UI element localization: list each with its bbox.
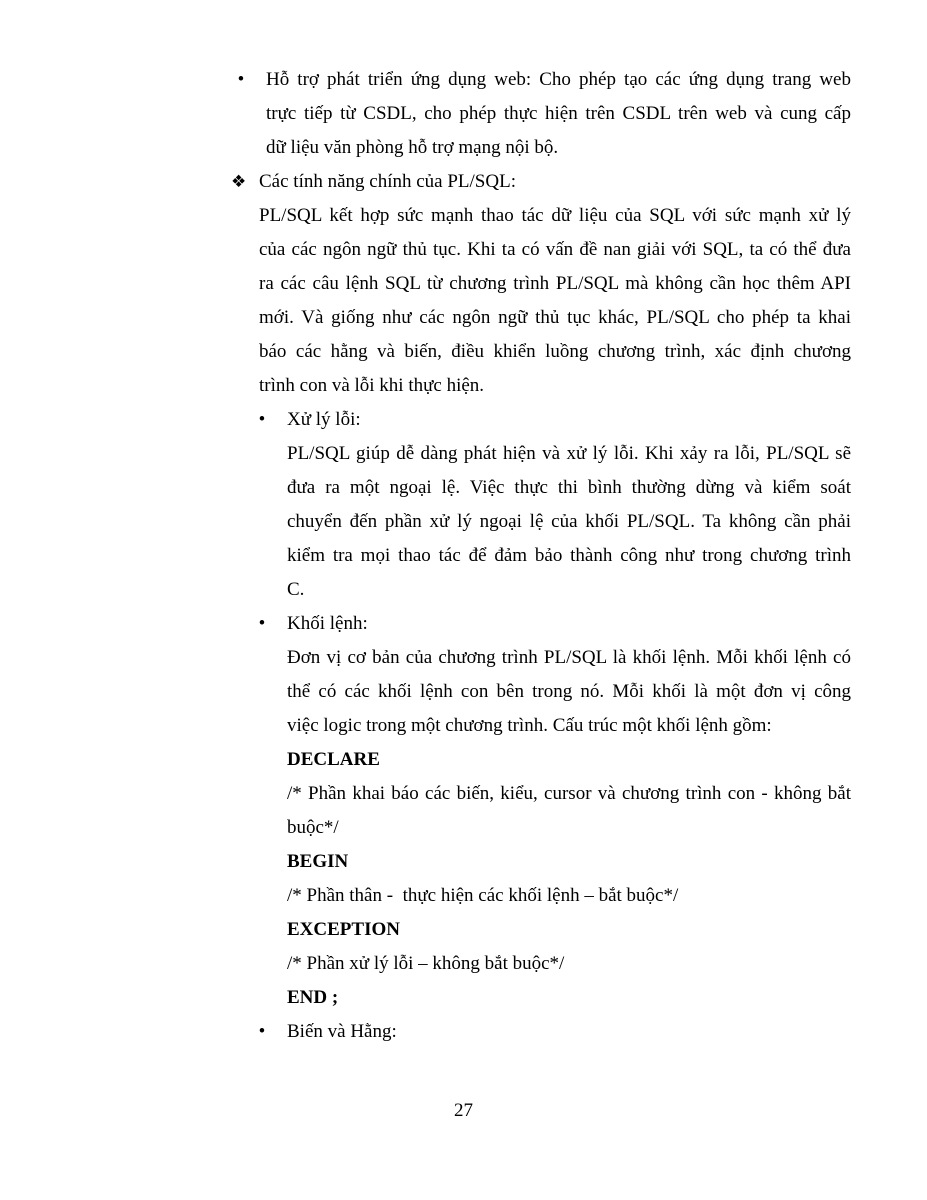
bullet-marker: • (258, 1021, 266, 1042)
intro-line-1: PL/SQL kết hợp sức mạnh thao tác dữ liệu của SQL với sức mạnh xử lý (259, 205, 851, 226)
error-line-5: C. (287, 579, 305, 600)
bullet1-line-2: trực tiếp từ CSDL, cho phép thực hiện trên CSDL trên web và cung cấp (266, 103, 851, 124)
error-line-3: chuyển đến phần xử lý ngoại lệ của khối PL/SQL. Ta không cần phải (287, 511, 851, 532)
intro-line-4: mới. Và giống như các ngôn ngữ thủ tục khác, PL/SQL cho phép ta khai (259, 307, 851, 328)
variables-title: Biến và Hằng: (287, 1021, 397, 1042)
error-line-1: PL/SQL giúp dễ dàng phát hiện và xử lý lỗi. Khi xảy ra lỗi, PL/SQL sẽ (287, 443, 851, 464)
section-heading: Các tính năng chính của PL/SQL: (259, 171, 516, 192)
declare-keyword: DECLARE (287, 749, 380, 770)
blocks-title: Khối lệnh: (287, 613, 368, 634)
intro-line-6: trình con và lỗi khi thực hiện. (259, 375, 485, 396)
intro-line-3: ra các câu lệnh SQL từ chương trình PL/SQL mà không cần học thêm API (259, 273, 851, 294)
intro-line-2: của các ngôn ngữ thủ tục. Khi ta có vấn đề nan giải với SQL, ta có thể đưa (259, 239, 851, 260)
page-number: 27 (454, 1100, 473, 1121)
error-line-2: đưa ra một ngoại lệ. Việc thực thi bình thường dừng và kiểm soát (287, 477, 851, 498)
intro-line-5: báo các hằng và biến, điều khiển luồng chương trình, xác định chương (259, 341, 851, 362)
begin-comment: /* Phần thân - thực hiện các khối lệnh – bắt buộc*/ (287, 885, 679, 906)
declare-comment-line-2: buộc*/ (287, 817, 339, 838)
bullet-marker: • (258, 409, 266, 430)
diamond-bullet-icon: ❖ (231, 172, 247, 192)
begin-keyword: BEGIN (287, 851, 349, 872)
blocks-line-2: thể có các khối lệnh con bên trong nó. Mỗi khối là một đơn vị công (287, 681, 851, 702)
bullet-marker: • (237, 69, 245, 90)
error-line-4: kiểm tra mọi thao tác để đảm bảo thành công như trong chương trình (287, 545, 851, 566)
exception-comment: /* Phần xử lý lỗi – không bắt buộc*/ (287, 953, 565, 974)
error-handling-title: Xử lý lỗi: (287, 409, 361, 430)
end-keyword: END ; (287, 987, 339, 1008)
bullet-marker: • (258, 613, 266, 634)
blocks-line-3: việc logic trong một chương trình. Cấu trúc một khối lệnh gồm: (287, 715, 772, 736)
bullet1-line-1: Hỗ trợ phát triển ứng dụng web: Cho phép tạo các ứng dụng trang web (266, 69, 851, 90)
blocks-line-1: Đơn vị cơ bản của chương trình PL/SQL là khối lệnh. Mỗi khối lệnh có (287, 647, 851, 668)
exception-keyword: EXCEPTION (287, 919, 400, 940)
declare-comment-line-1: /* Phần khai báo các biến, kiểu, cursor và chương trình con - không bắt (287, 783, 851, 804)
bullet1-line-3: dữ liệu văn phòng hỗ trợ mạng nội bộ. (266, 137, 559, 158)
